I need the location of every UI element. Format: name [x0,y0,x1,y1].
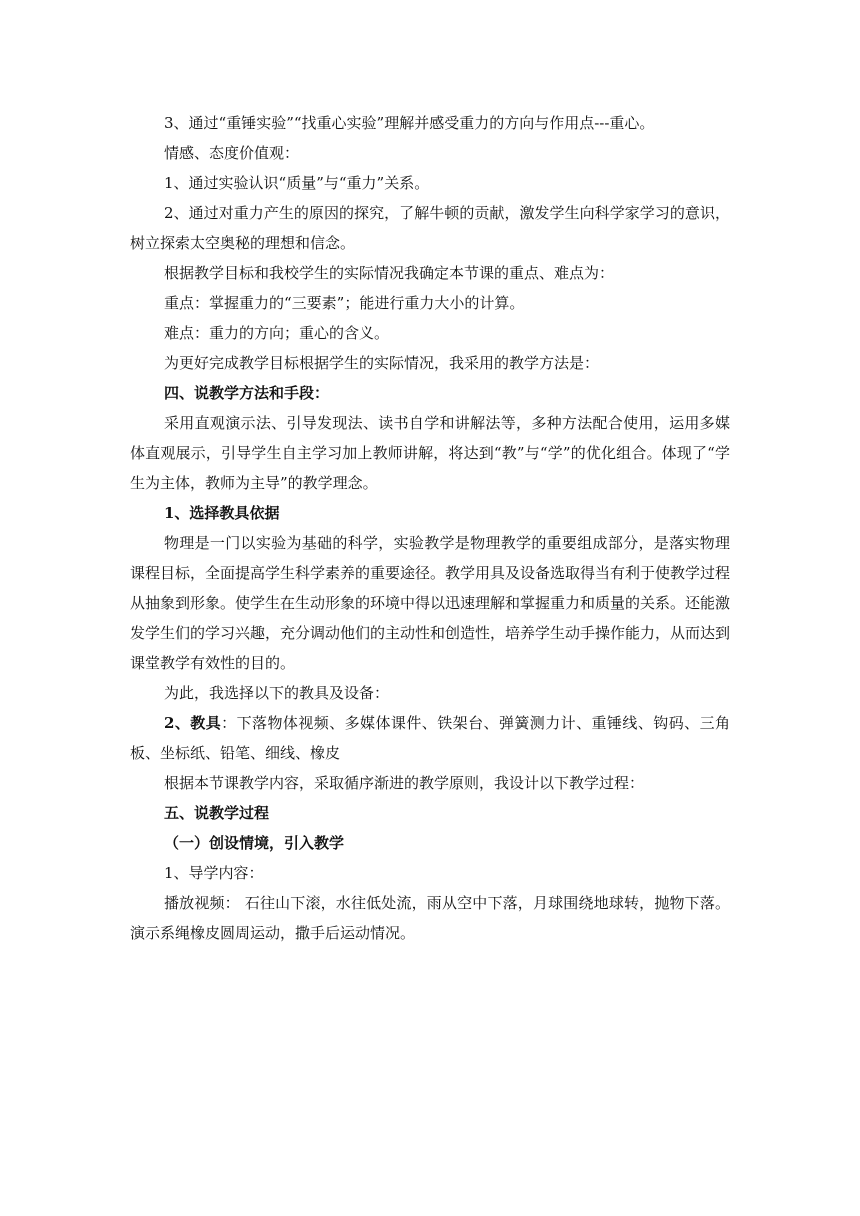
subheading-teaching-aids-basis: 1、选择教具依据 [164,504,280,522]
paragraph-newton: 2、通过对重力产生的原因的探究，了解牛顿的贡献，激发学生向科学家学习的意识，树立探索太空奥秘的理想和信念。 [130,204,730,252]
paragraph-mass-gravity: 1、通过实验认识“质量”与“重力”关系。 [164,174,430,192]
teaching-aids-label: 2、教具 [164,714,222,732]
paragraph-attitude-heading: 情感、态度价值观： [164,144,300,162]
paragraph-method-intro: 为更好完成教学目标根据学生的实际情况，我采用的教学方法是： [164,354,600,372]
paragraph-methods: 采用直观演示法、引导发现法、读书自学和讲解法等，多种方法配合使用，运用多媒体直观展示，引导学生自主学习加上教师讲解，将达到“教”与“学”的优化组合。体现了“学生为主体，教师为主导”的教学理念。 [130,414,730,492]
paragraph-difficult-point: 难点：重力的方向；重心的含义。 [164,324,390,342]
paragraph-guide-content: 1、导学内容： [164,864,264,882]
paragraph-equipment-intro: 为此，我选择以下的教具及设备： [164,684,390,702]
paragraph-key-point: 重点：掌握重力的“三要素”；能进行重力大小的计算。 [164,294,525,312]
teaching-aids-list: ：下落物体视频、多媒体课件、铁架台、弹簧测力计、重锤线、钩码、三角板、坐标纸、铅笔、细线、橡皮 [130,714,730,762]
paragraph-process-intro: 根据本节课教学内容，采取循序渐进的教学原则，我设计以下教学过程： [164,774,645,792]
paragraph-physics-experiment: 物理是一门以实验为基础的科学，实验教学是物理教学的重要组成部分，是落实物理课程目标，全面提高学生科学素养的重要途径。教学用具及设备选取得当有利于使教学过程从抽象到形象。使学生在生动形象的环境中得以迅速理解和掌握重力和质量的关系。还能激发学生们的学习兴趣，充分调动他们的主动性和创造性，培养学生动手操作能力，从而达到课堂教学有效性的目的。 [130,534,731,672]
document-page [130,108,730,948]
section-heading-process: 五、说教学过程 [164,804,270,822]
paragraph-teaching-aids [130,708,730,768]
paragraph-video: 播放视频： 石往山下滚，水往低处流，雨从空中下落，月球围绕地球转，抛物下落。演示系绳橡皮圆周运动，撒手后运动情况。 [130,894,730,942]
subheading-scenario: （一）创设情境，引入教学 [164,834,345,852]
paragraph-gravity-experiment: 3、通过“重锤实验”“找重心实验”理解并感受重力的方向与作用点---重心。 [164,114,655,132]
paragraph-key-points-intro: 根据教学目标和我校学生的实际情况我确定本节课的重点、难点为： [164,264,615,282]
section-heading-methods: 四、说教学方法和手段： [164,384,330,402]
